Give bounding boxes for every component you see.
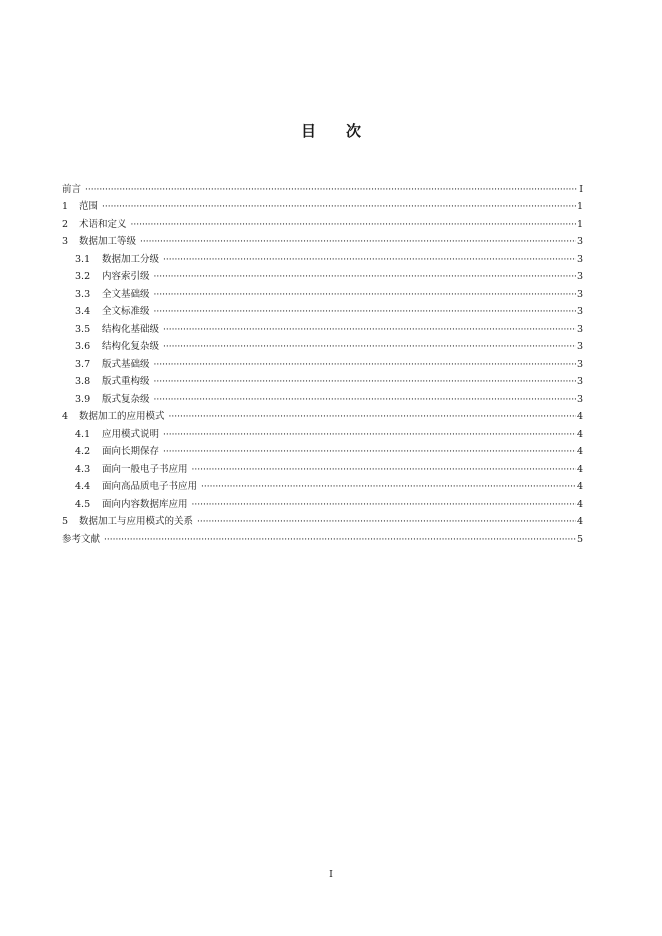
toc-entry-4-2[interactable] bbox=[62, 441, 583, 459]
title-char-1: 目 bbox=[300, 122, 316, 140]
toc-entry-label: 范围 bbox=[79, 201, 99, 212]
toc-entry-label: 结构化复杂级 bbox=[102, 341, 160, 352]
toc-entry-4-1[interactable] bbox=[62, 423, 583, 441]
toc-entry-label: 数据加工的应用模式 bbox=[79, 411, 165, 422]
toc-entry-number: 4 bbox=[62, 411, 69, 422]
toc-entry-label: 结构化基础级 bbox=[102, 323, 160, 335]
toc-entry-4-3[interactable] bbox=[62, 458, 583, 476]
toc-entry-page: 4 bbox=[576, 411, 583, 422]
toc-entry-3-3[interactable] bbox=[62, 283, 583, 301]
toc-entry-number: 2 bbox=[62, 218, 69, 230]
toc-entry-page: 3 bbox=[576, 376, 583, 387]
toc-entry-label: 参考文献 bbox=[62, 533, 101, 545]
toc-entry-page: 3 bbox=[576, 323, 583, 335]
toc-entry-label: 版式复杂级 bbox=[102, 393, 150, 405]
toc-leader-dots bbox=[131, 219, 576, 231]
toc-entry-3-8[interactable] bbox=[62, 371, 583, 389]
toc-entry-number: 4.3 bbox=[75, 463, 91, 475]
toc-entry-4[interactable] bbox=[62, 406, 583, 424]
toc-entry-number: 3.8 bbox=[75, 376, 91, 387]
toc-entry-page: 5 bbox=[576, 533, 583, 545]
page-number: I bbox=[329, 869, 333, 880]
toc-leader-dots bbox=[163, 429, 576, 441]
toc-entry-label: 全文基础级 bbox=[102, 288, 150, 300]
toc-entry-page: 1 bbox=[576, 201, 583, 212]
toc-entry-page: I bbox=[579, 183, 583, 195]
toc-entry-label: 数据加工分级 bbox=[102, 253, 160, 265]
toc-entry-number: 3.3 bbox=[75, 288, 91, 300]
toc-entry-page: 3 bbox=[576, 288, 583, 300]
toc-entry-2[interactable] bbox=[62, 213, 583, 231]
toc-entry-label: 数据加工等级 bbox=[79, 236, 137, 247]
toc-leader-dots bbox=[85, 184, 577, 196]
toc-entry-references[interactable] bbox=[62, 528, 583, 546]
toc-leader-dots bbox=[163, 446, 576, 458]
toc-leader-dots bbox=[154, 359, 576, 371]
toc-entry-label: 面向长期保存 bbox=[102, 446, 160, 457]
toc-entry-number: 4.1 bbox=[75, 428, 91, 440]
toc-entry-page: 3 bbox=[576, 306, 583, 317]
toc-entry-page: 3 bbox=[576, 393, 583, 405]
toc-entry-page: 3 bbox=[576, 271, 583, 282]
toc-entry-number: 3.1 bbox=[75, 253, 91, 265]
toc-entry-label: 面向一般电子书应用 bbox=[102, 463, 188, 475]
toc-entry-3-2[interactable] bbox=[62, 266, 583, 284]
toc-leader-dots bbox=[192, 499, 576, 511]
toc-entry-3-9[interactable] bbox=[62, 388, 583, 406]
toc-entry-4-5[interactable] bbox=[62, 493, 583, 511]
toc-entry-label: 前言 bbox=[62, 183, 82, 195]
toc-leader-dots bbox=[201, 481, 576, 493]
toc-leader-dots bbox=[163, 341, 576, 353]
toc-entry-page: 3 bbox=[576, 236, 583, 247]
toc-entry-page: 4 bbox=[576, 498, 583, 510]
toc-entry-5[interactable] bbox=[62, 511, 583, 529]
toc-leader-dots bbox=[154, 271, 576, 283]
toc-leader-dots bbox=[192, 464, 576, 476]
toc-leader-dots bbox=[104, 534, 576, 546]
toc-entry-number: 3.2 bbox=[75, 271, 91, 282]
toc-leader-dots bbox=[102, 201, 576, 213]
title-char-2: 次 bbox=[346, 122, 362, 140]
table-of-contents bbox=[62, 178, 583, 546]
toc-leader-dots bbox=[140, 236, 576, 248]
toc-entry-3-1[interactable] bbox=[62, 248, 583, 266]
toc-entry-3-6[interactable] bbox=[62, 336, 583, 354]
toc-entry-page: 3 bbox=[576, 341, 583, 352]
toc-entry-number: 3.4 bbox=[75, 306, 91, 317]
toc-entry-label: 内容索引级 bbox=[102, 271, 150, 282]
toc-leader-dots bbox=[154, 306, 576, 318]
toc-entry-label: 面向高品质电子书应用 bbox=[102, 481, 198, 492]
toc-leader-dots bbox=[154, 376, 576, 388]
toc-entry-page: 4 bbox=[576, 481, 583, 492]
toc-entry-label: 数据加工与应用模式的关系 bbox=[79, 516, 194, 527]
toc-leader-dots bbox=[163, 254, 576, 266]
toc-leader-dots bbox=[197, 516, 576, 528]
toc-entry-label: 术语和定义 bbox=[79, 218, 127, 230]
toc-entry-foreword[interactable] bbox=[62, 178, 583, 196]
toc-entry-label: 全文标准级 bbox=[102, 306, 150, 317]
toc-entry-3[interactable] bbox=[62, 231, 583, 249]
toc-entry-page: 4 bbox=[576, 463, 583, 475]
toc-entry-3-4[interactable] bbox=[62, 301, 583, 319]
toc-entry-number: 3.5 bbox=[75, 323, 91, 335]
toc-entry-4-4[interactable] bbox=[62, 476, 583, 494]
toc-entry-number: 4.4 bbox=[75, 481, 91, 492]
toc-entry-3-7[interactable] bbox=[62, 353, 583, 371]
toc-entry-label: 应用模式说明 bbox=[102, 428, 160, 440]
toc-entry-number: 4.2 bbox=[75, 446, 91, 457]
toc-entry-number: 4.5 bbox=[75, 498, 91, 510]
toc-entry-label: 版式基础级 bbox=[102, 358, 150, 370]
toc-entry-page: 4 bbox=[576, 516, 583, 527]
toc-entry-label: 版式重构级 bbox=[102, 376, 150, 387]
toc-entry-number: 5 bbox=[62, 516, 69, 527]
toc-entry-3-5[interactable] bbox=[62, 318, 583, 336]
toc-entry-page: 4 bbox=[576, 446, 583, 457]
page-title bbox=[0, 120, 662, 141]
toc-leader-dots bbox=[169, 411, 576, 423]
toc-entry-page: 4 bbox=[576, 428, 583, 440]
toc-leader-dots bbox=[163, 324, 576, 336]
toc-leader-dots bbox=[154, 289, 576, 301]
toc-leader-dots bbox=[154, 394, 576, 406]
toc-entry-number: 1 bbox=[62, 201, 69, 212]
toc-entry-number: 3 bbox=[62, 236, 69, 247]
toc-entry-page: 1 bbox=[576, 218, 583, 230]
toc-entry-number: 3.9 bbox=[75, 393, 91, 405]
toc-entry-1[interactable] bbox=[62, 196, 583, 214]
toc-entry-page: 3 bbox=[576, 253, 583, 265]
toc-entry-number: 3.6 bbox=[75, 341, 91, 352]
toc-entry-label: 面向内容数据库应用 bbox=[102, 498, 188, 510]
toc-entry-number: 3.7 bbox=[75, 358, 91, 370]
toc-entry-page: 3 bbox=[576, 358, 583, 370]
